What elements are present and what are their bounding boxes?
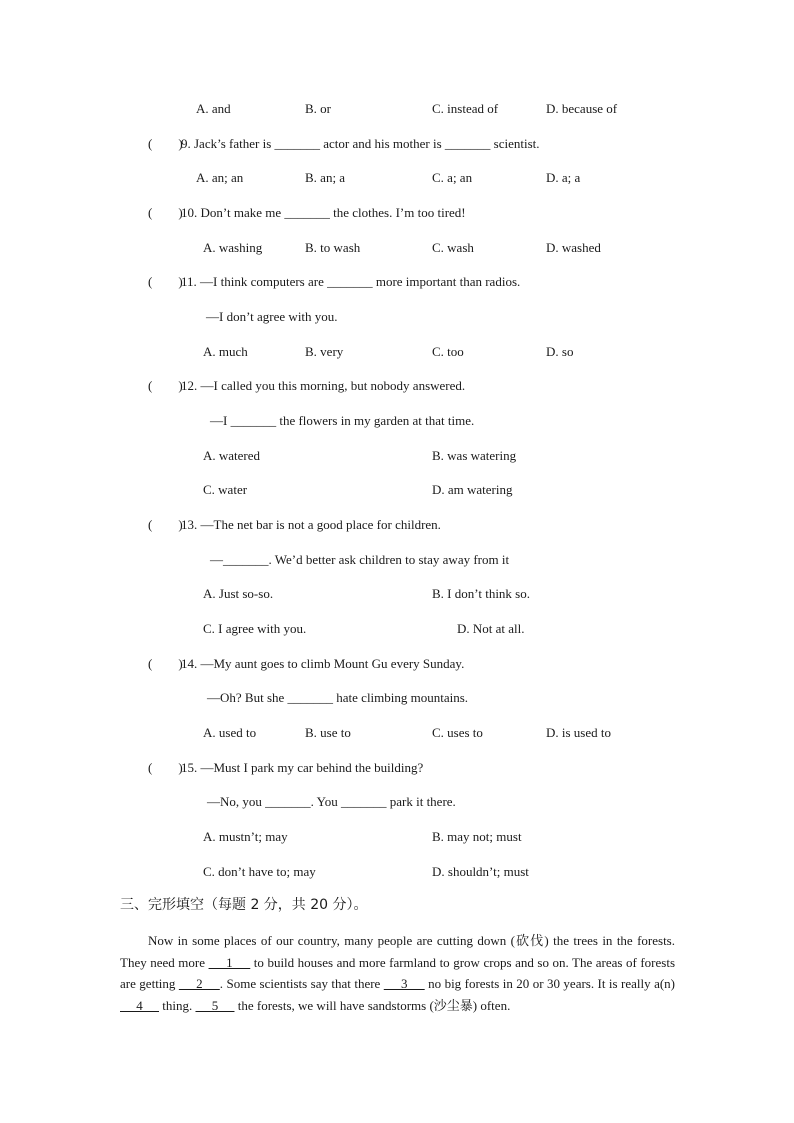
q10-option-d: D. washed (546, 240, 601, 255)
q9-option-c: C. a; an (432, 170, 473, 185)
passage-text: no big forests in 20 or 30 years. It is really a(n) (424, 976, 676, 992)
q10-option-b: B. to wash (305, 240, 361, 255)
q8-option-c: C. instead of (432, 101, 499, 116)
q12-option-d: D. am watering (432, 482, 513, 497)
cloze-blank-2: 2 (178, 976, 220, 992)
cloze-passage (120, 930, 675, 1016)
q14-option-a: A. used to (203, 725, 257, 740)
answer-bracket: ( ) (148, 205, 183, 220)
question-12-stem: 12. —I called you this morning, but nobody answered. (181, 378, 466, 393)
question-9-stem: 9. Jack’s father is _______ actor and his mother is _______ scientist. (181, 136, 540, 151)
passage-text: thing. (159, 997, 196, 1013)
answer-bracket: ( ) (148, 136, 183, 151)
q15-option-c: C. don’t have to; may (203, 864, 316, 879)
question-14-stem: 14. —My aunt goes to climb Mount Gu every Sunday. (181, 656, 465, 671)
section-3-heading: 三、完形填空（每题 2 分，共 20 分）。 (120, 897, 368, 913)
q8-option-d: D. because of (546, 101, 618, 116)
q15-option-b: B. may not; must (432, 829, 522, 844)
question-11-stem: 11. —I think computers are _______ more important than radios. (181, 274, 521, 289)
passage-text: Now in some places of our country, many people are cutting down (砍伐) the trees in the forests. They need more (120, 933, 675, 970)
cloze-blank-1: 1 (208, 954, 251, 970)
question-11-reply: —I don’t agree with you. (206, 309, 338, 324)
q8-option-a: A. and (196, 101, 231, 116)
q11-option-a: A. much (203, 344, 248, 359)
passage-text: the forests, we will have sandstorms (沙尘暴) often. (234, 997, 511, 1013)
q13-option-a: A. Just so-so. (203, 586, 274, 601)
q13-option-b: B. I don’t think so. (432, 586, 530, 601)
question-14-reply: —Oh? But she _______ hate climbing mountains. (207, 690, 469, 705)
q9-option-d: D. a; a (546, 170, 581, 185)
cloze-blank-5: 5 (195, 997, 235, 1013)
passage-text: to build houses and more farmland to grow crops and so on. The areas of forests are getting (120, 954, 676, 992)
q13-option-d: D. Not at all. (457, 621, 525, 636)
answer-bracket: ( ) (148, 760, 183, 775)
answer-bracket: ( ) (148, 656, 183, 671)
q14-option-c: C. uses to (432, 725, 483, 740)
q14-option-b: B. use to (305, 725, 351, 740)
q9-option-a: A. an; an (196, 170, 244, 185)
cloze-blank-4: 4 (120, 997, 159, 1013)
q11-option-b: B. very (305, 344, 344, 359)
q12-option-b: B. was watering (432, 448, 517, 463)
question-13-stem: 13. —The net bar is not a good place for children. (181, 517, 441, 532)
answer-bracket: ( ) (148, 517, 183, 532)
question-10-stem: 10. Don’t make me _______ the clothes. I’m too tired! (181, 205, 466, 220)
q10-option-c: C. wash (432, 240, 474, 255)
question-15-reply: —No, you _______. You _______ park it there. (207, 794, 456, 809)
cloze-blank-3: 3 (383, 976, 425, 992)
question-12-reply: —I _______ the flowers in my garden at that time. (210, 413, 475, 428)
passage-text: . Some scientists say that there (219, 976, 384, 992)
answer-bracket: ( ) (148, 274, 183, 289)
q14-option-d: D. is used to (546, 725, 611, 740)
q15-option-d: D. shouldn’t; must (432, 864, 529, 879)
q12-option-a: A. watered (203, 448, 261, 463)
q11-option-d: D. so (546, 344, 574, 359)
q10-option-a: A. washing (203, 240, 263, 255)
q11-option-c: C. too (432, 344, 464, 359)
q13-option-c: C. I agree with you. (203, 621, 307, 636)
q15-option-a: A. mustn’t; may (203, 829, 288, 844)
q9-option-b: B. an; a (305, 170, 346, 185)
question-13-reply: —_______. We’d better ask children to stay away from it (210, 552, 510, 567)
q12-option-c: C. water (203, 482, 248, 497)
q8-option-b: B. or (305, 101, 331, 116)
question-15-stem: 15. —Must I park my car behind the building? (181, 760, 424, 775)
answer-bracket: ( ) (148, 378, 183, 393)
